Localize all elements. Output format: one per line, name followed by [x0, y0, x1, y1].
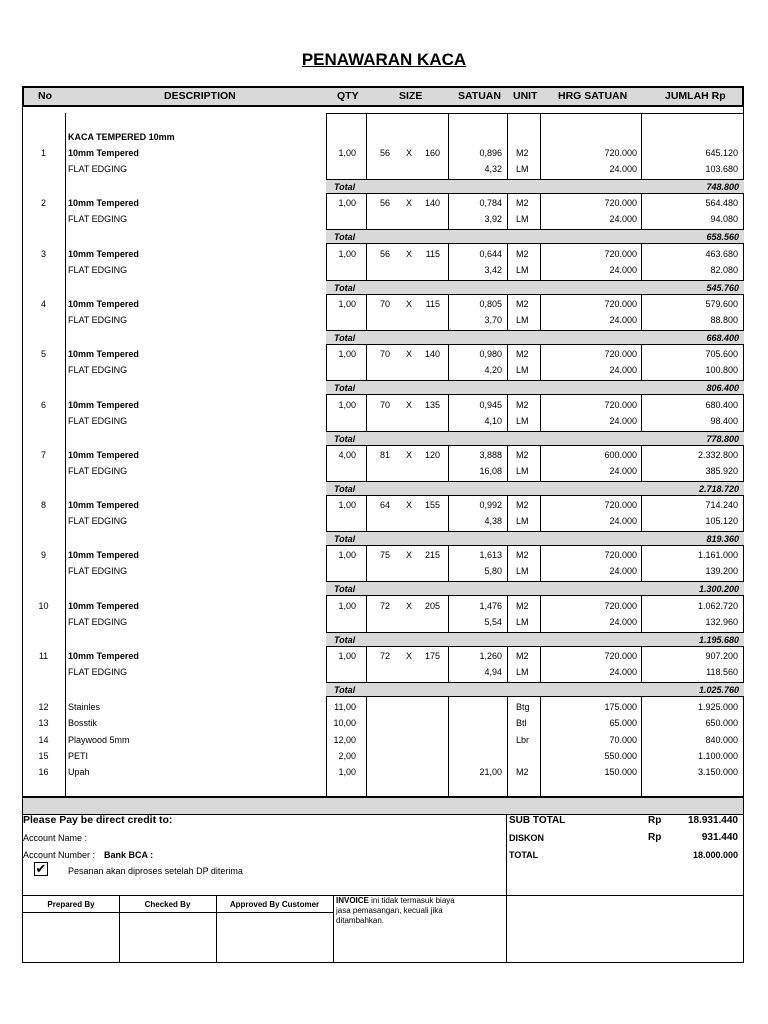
total-value: 18.000.000 — [692, 850, 738, 860]
row-edge-unit: LM — [516, 516, 529, 527]
row-size-x: X — [406, 248, 413, 259]
row-amount: 2.332.800 — [697, 449, 738, 460]
row-unit: M2 — [516, 449, 529, 460]
row-satuan: 0,805 — [479, 298, 502, 309]
row-no: 2 — [40, 198, 46, 209]
row-no: 14 — [38, 734, 49, 745]
row-edge-price: 24.000 — [609, 516, 637, 527]
row-edge-price: 24.000 — [609, 214, 637, 225]
row-qty: 4,00 — [338, 449, 356, 460]
section-title: KACA TEMPERED 10mm — [68, 132, 175, 142]
account-name-label: Account Name : — [23, 833, 88, 843]
row-edge-description: FLAT EDGING — [68, 314, 128, 325]
row-satuan: 1,613 — [479, 550, 502, 561]
row-price: 65.000 — [609, 718, 637, 729]
row-amount: 564.480 — [705, 198, 738, 209]
row-width: 70 — [380, 349, 391, 360]
row-no: 7 — [40, 449, 46, 460]
row-amount: 1.925.000 — [697, 702, 738, 712]
row-price: 720.000 — [604, 399, 637, 410]
row-no: 5 — [40, 349, 46, 360]
payment-heading: Please Pay be direct credit to: — [23, 814, 173, 826]
row-edge-unit: LM — [516, 616, 529, 627]
header-qty: QTY — [337, 90, 359, 102]
row-edge-description: FLAT EDGING — [68, 566, 128, 577]
checked-by-label: Checked By — [144, 900, 191, 909]
row-edge-satuan: 3,70 — [484, 314, 502, 325]
row-satuan: 21,00 — [479, 767, 502, 778]
total-row-label: Total — [334, 232, 356, 243]
row-width: 70 — [380, 399, 391, 410]
total-row-value: 545.760 — [706, 282, 739, 293]
row-no: 16 — [38, 767, 49, 778]
row-qty: 1,00 — [338, 651, 356, 661]
row-description: 10mm Tempered — [68, 349, 139, 360]
row-satuan: 0,945 — [479, 399, 502, 410]
row-edge-amount: 88.800 — [710, 314, 738, 325]
total-row — [326, 380, 744, 395]
row-qty: 1,00 — [338, 767, 356, 778]
total-row — [326, 581, 744, 596]
row-price: 550.000 — [604, 750, 637, 761]
row-height: 120 — [424, 449, 440, 460]
row-edge-amount: 94.080 — [710, 214, 738, 225]
row-edge-amount: 100.800 — [705, 365, 738, 376]
row-edge-price: 24.000 — [609, 415, 637, 426]
row-width: 72 — [380, 600, 391, 611]
total-row-label: Total — [334, 332, 356, 343]
row-satuan: 3,888 — [479, 449, 502, 460]
total-row — [326, 531, 744, 546]
invoice-note-line1: ini tidak termasuk biaya — [368, 896, 455, 905]
row-height: 155 — [424, 500, 440, 511]
row-height: 135 — [424, 399, 440, 410]
row-height: 115 — [425, 298, 440, 309]
total-row-value: 748.800 — [706, 182, 739, 192]
subtotal-currency: Rp — [648, 815, 662, 826]
row-edge-satuan: 16,08 — [479, 465, 502, 476]
row-unit: M2 — [516, 198, 529, 209]
row-qty: 1,00 — [338, 198, 356, 209]
row-description: 10mm Tempered — [68, 248, 139, 259]
row-description: 10mm Tempered — [68, 148, 139, 158]
row-edge-amount: 385.920 — [705, 465, 738, 476]
row-unit: M2 — [516, 651, 529, 661]
row-description: 10mm Tempered — [68, 500, 139, 511]
row-edge-satuan: 4,32 — [484, 164, 502, 174]
row-price: 150.000 — [604, 767, 637, 778]
row-satuan: 1,260 — [479, 651, 502, 661]
table-top-line — [326, 113, 744, 114]
total-row-label: Total — [334, 282, 356, 293]
row-description: Upah — [68, 767, 90, 778]
row-no: 15 — [38, 750, 49, 761]
invoice-note-line3: ditambahkan. — [336, 916, 385, 925]
row-edge-description: FLAT EDGING — [68, 365, 128, 376]
row-amount: 1.100.000 — [697, 750, 738, 761]
row-edge-description: FLAT EDGING — [68, 264, 128, 275]
header-jumlah: JUMLAH Rp — [665, 90, 726, 102]
row-description: PETI — [68, 750, 89, 761]
row-width: 56 — [380, 148, 391, 158]
row-size-x: X — [406, 298, 413, 309]
row-width: 70 — [380, 298, 391, 309]
row-edge-satuan: 4,94 — [484, 667, 502, 677]
row-no: 13 — [38, 718, 49, 729]
row-satuan: 0,784 — [479, 198, 502, 209]
row-description: 10mm Tempered — [68, 298, 139, 309]
row-edge-unit: LM — [516, 415, 529, 426]
row-unit: M2 — [516, 767, 529, 778]
account-number-label: Account Number : — [23, 850, 96, 860]
total-row — [326, 179, 744, 194]
row-height: 175 — [424, 651, 440, 661]
row-qty: 2,00 — [338, 750, 356, 761]
row-edge-amount: 105.120 — [705, 516, 738, 527]
total-row — [326, 280, 744, 295]
row-edge-price: 24.000 — [609, 314, 637, 325]
row-size-x: X — [406, 399, 413, 410]
row-edge-amount: 118.560 — [706, 667, 738, 677]
subtotal-label: SUB TOTAL — [509, 815, 566, 826]
total-row-value: 1.195.680 — [698, 634, 739, 645]
header-size: SIZE — [399, 90, 423, 102]
discount-label: DISKON — [509, 833, 545, 843]
row-unit: M2 — [516, 550, 529, 561]
row-edge-unit: LM — [516, 667, 529, 677]
row-unit: M2 — [516, 500, 529, 511]
row-price: 720.000 — [604, 198, 637, 209]
row-qty: 1,00 — [338, 298, 356, 309]
row-satuan: 0,896 — [479, 148, 502, 158]
row-qty: 1,00 — [338, 600, 356, 611]
row-description: Stainles — [68, 702, 101, 712]
total-row-value: 819.360 — [706, 534, 739, 545]
row-qty: 10,00 — [333, 718, 356, 729]
row-price: 720.000 — [604, 500, 637, 511]
row-qty: 1,00 — [338, 349, 356, 360]
row-qty: 1,00 — [338, 399, 356, 410]
row-edge-satuan: 4,38 — [484, 516, 502, 527]
row-price: 720.000 — [604, 550, 637, 561]
row-unit: M2 — [516, 298, 529, 309]
row-description: 10mm Tempered — [68, 198, 139, 209]
discount-value: 931.440 — [701, 832, 738, 843]
row-description: 10mm Tempered — [68, 651, 139, 661]
row-size-x: X — [406, 349, 413, 360]
footer-gray-band — [23, 798, 743, 815]
signature-header-line — [23, 912, 333, 913]
total-row-value: 806.400 — [706, 383, 739, 394]
row-width: 56 — [380, 248, 391, 259]
row-qty: 12,00 — [333, 734, 356, 745]
row-satuan: 1,476 — [479, 600, 502, 611]
row-edge-satuan: 5,80 — [484, 566, 502, 577]
row-edge-price: 24.000 — [609, 264, 637, 275]
total-row — [326, 481, 744, 496]
row-price: 720.000 — [604, 148, 637, 158]
row-height: 215 — [424, 550, 440, 561]
header-hrg-satuan: HRG SATUAN — [558, 90, 628, 102]
total-row-value: 778.800 — [706, 433, 739, 444]
row-amount: 705.600 — [705, 349, 738, 360]
footer-divider — [506, 814, 507, 962]
row-price: 720.000 — [604, 248, 637, 259]
row-amount: 840.000 — [705, 734, 738, 745]
row-amount: 680.400 — [705, 399, 738, 410]
total-row-label: Total — [334, 433, 356, 444]
row-price: 600.000 — [604, 449, 637, 460]
row-unit: Lbr — [516, 734, 530, 745]
row-qty: 1,00 — [338, 148, 356, 158]
row-qty: 1,00 — [338, 500, 356, 511]
row-no: 1 — [40, 148, 46, 158]
invoice-note-bold: INVOICE — [336, 896, 369, 905]
total-row-label: Total — [334, 483, 356, 494]
total-row-value: 668.400 — [706, 332, 739, 343]
row-edge-price: 24.000 — [609, 667, 637, 677]
total-label: TOTAL — [509, 850, 539, 860]
total-row — [326, 632, 744, 647]
row-edge-description: FLAT EDGING — [68, 516, 128, 527]
row-size-x: X — [406, 449, 413, 460]
signature-divider-3 — [333, 895, 334, 962]
discount-currency: Rp — [648, 832, 662, 843]
total-row-label: Total — [334, 685, 356, 695]
row-width: 72 — [380, 651, 391, 661]
row-unit: M2 — [516, 600, 529, 611]
row-no: 12 — [38, 702, 49, 712]
row-edge-satuan: 5,54 — [484, 616, 502, 627]
subtotal-value: 18.931.440 — [687, 815, 738, 826]
total-row-value: 2.718.720 — [698, 483, 739, 494]
total-row-label: Total — [334, 584, 356, 595]
row-no: 3 — [40, 248, 46, 259]
row-edge-price: 24.000 — [609, 616, 637, 627]
row-description: Playwood 5mm — [68, 734, 130, 745]
total-row — [326, 431, 744, 446]
row-qty: 1,00 — [338, 550, 356, 561]
row-description: 10mm Tempered — [68, 399, 139, 410]
row-amount: 1.062.720 — [697, 600, 738, 611]
total-row — [326, 229, 744, 244]
row-unit: M2 — [516, 399, 529, 410]
row-description: Bosstik — [68, 718, 98, 729]
row-unit: Btg — [516, 702, 530, 712]
row-satuan: 0,992 — [479, 500, 502, 511]
row-qty: 11,00 — [334, 702, 356, 712]
row-edge-description: FLAT EDGING — [68, 465, 128, 476]
table-header — [22, 86, 744, 107]
row-no: 11 — [38, 651, 49, 661]
total-row-label: Total — [334, 634, 356, 645]
invoice-note — [336, 896, 455, 926]
total-row-value: 1.300.200 — [698, 584, 739, 595]
total-row-label: Total — [334, 182, 356, 192]
row-edge-description: FLAT EDGING — [68, 164, 128, 174]
row-edge-description: FLAT EDGING — [68, 214, 128, 225]
total-row-label: Total — [334, 383, 356, 394]
row-height: 140 — [424, 198, 440, 209]
row-no: 4 — [40, 298, 46, 309]
total-row — [326, 682, 744, 697]
row-edge-price: 24.000 — [609, 164, 637, 174]
row-width: 75 — [380, 550, 391, 561]
row-size-x: X — [406, 500, 413, 511]
row-description: 10mm Tempered — [68, 550, 139, 561]
row-height: 140 — [424, 349, 440, 360]
row-edge-amount: 82.080 — [710, 264, 738, 275]
row-edge-price: 24.000 — [609, 465, 637, 476]
row-width: 56 — [380, 198, 391, 209]
row-description: 10mm Tempered — [68, 449, 139, 460]
row-description: 10mm Tempered — [68, 600, 139, 611]
row-edge-description: FLAT EDGING — [68, 667, 128, 677]
row-unit: M2 — [516, 349, 529, 360]
prepared-by-label: Prepared By — [47, 900, 95, 909]
row-height: 115 — [425, 248, 440, 259]
row-size-x: X — [406, 148, 413, 158]
row-price: 720.000 — [604, 651, 637, 661]
row-edge-satuan: 4,20 — [484, 365, 502, 376]
row-height: 205 — [424, 600, 440, 611]
row-unit: M2 — [516, 148, 529, 158]
header-no: No — [38, 90, 52, 102]
total-row-label: Total — [334, 534, 356, 545]
row-edge-satuan: 4,10 — [484, 415, 502, 426]
document-title-text: PENAWARAN KACA — [301, 50, 467, 69]
row-price: 720.000 — [604, 298, 637, 309]
row-width: 64 — [380, 500, 391, 511]
row-edge-unit: LM — [516, 214, 529, 225]
account-number-value: Bank BCA : — [104, 850, 154, 860]
header-satuan: SATUAN — [458, 90, 501, 102]
row-edge-unit: LM — [516, 264, 529, 275]
row-no: 8 — [40, 500, 46, 511]
row-edge-description: FLAT EDGING — [68, 415, 128, 426]
row-price: 175.000 — [604, 702, 637, 712]
row-edge-description: FLAT EDGING — [68, 616, 128, 627]
row-amount: 645.120 — [705, 148, 738, 158]
invoice-note-line2: jasa pemasangan, kecuali jika — [336, 906, 443, 915]
row-price: 720.000 — [604, 600, 637, 611]
row-edge-unit: LM — [516, 465, 529, 476]
approved-by-label: Approved By Customer — [229, 900, 320, 909]
row-size-x: X — [406, 198, 413, 209]
total-row-value: 658.560 — [706, 232, 739, 243]
row-size-x: X — [406, 651, 413, 661]
row-unit: M2 — [516, 248, 529, 259]
row-edge-unit: LM — [516, 164, 529, 174]
row-no: 9 — [40, 550, 46, 561]
row-qty: 1,00 — [338, 248, 356, 259]
payment-note: Pesanan akan diproses setelah DP diterima — [68, 866, 243, 876]
row-amount: 3.150.000 — [697, 767, 738, 778]
row-edge-amount: 103.680 — [705, 164, 738, 174]
row-amount: 463.680 — [705, 248, 738, 259]
row-edge-satuan: 3,42 — [484, 264, 502, 275]
row-price: 720.000 — [604, 349, 637, 360]
row-edge-amount: 139.200 — [705, 566, 738, 577]
col-line-desc — [65, 113, 66, 797]
row-satuan: 0,644 — [479, 248, 502, 259]
row-height: 160 — [424, 148, 440, 158]
row-no: 6 — [40, 399, 46, 410]
row-amount: 907.200 — [705, 651, 738, 661]
header-unit: UNIT — [513, 90, 538, 102]
header-description: DESCRIPTION — [164, 90, 236, 102]
row-edge-unit: LM — [516, 314, 529, 325]
row-unit: Btl — [516, 718, 527, 729]
document-title — [0, 50, 768, 70]
row-edge-unit: LM — [516, 365, 529, 376]
row-amount: 650.000 — [705, 718, 738, 729]
row-amount: 579.600 — [705, 298, 738, 309]
row-amount: 714.240 — [705, 500, 738, 511]
row-satuan: 0,980 — [479, 349, 502, 360]
row-no: 10 — [38, 600, 49, 611]
row-width: 81 — [380, 449, 391, 460]
row-edge-satuan: 3,92 — [484, 214, 502, 225]
row-size-x: X — [406, 600, 413, 611]
row-price: 70.000 — [609, 734, 637, 745]
total-row — [326, 330, 744, 345]
row-edge-price: 24.000 — [609, 566, 637, 577]
row-edge-amount: 132.960 — [705, 616, 738, 627]
row-size-x: X — [406, 550, 413, 561]
row-amount: 1.161.000 — [697, 550, 738, 561]
check-icon: ✔ — [35, 861, 47, 876]
row-edge-unit: LM — [516, 566, 529, 577]
row-edge-price: 24.000 — [609, 365, 637, 376]
total-row-value: 1.025.760 — [698, 685, 739, 695]
row-edge-amount: 98.400 — [710, 415, 738, 426]
